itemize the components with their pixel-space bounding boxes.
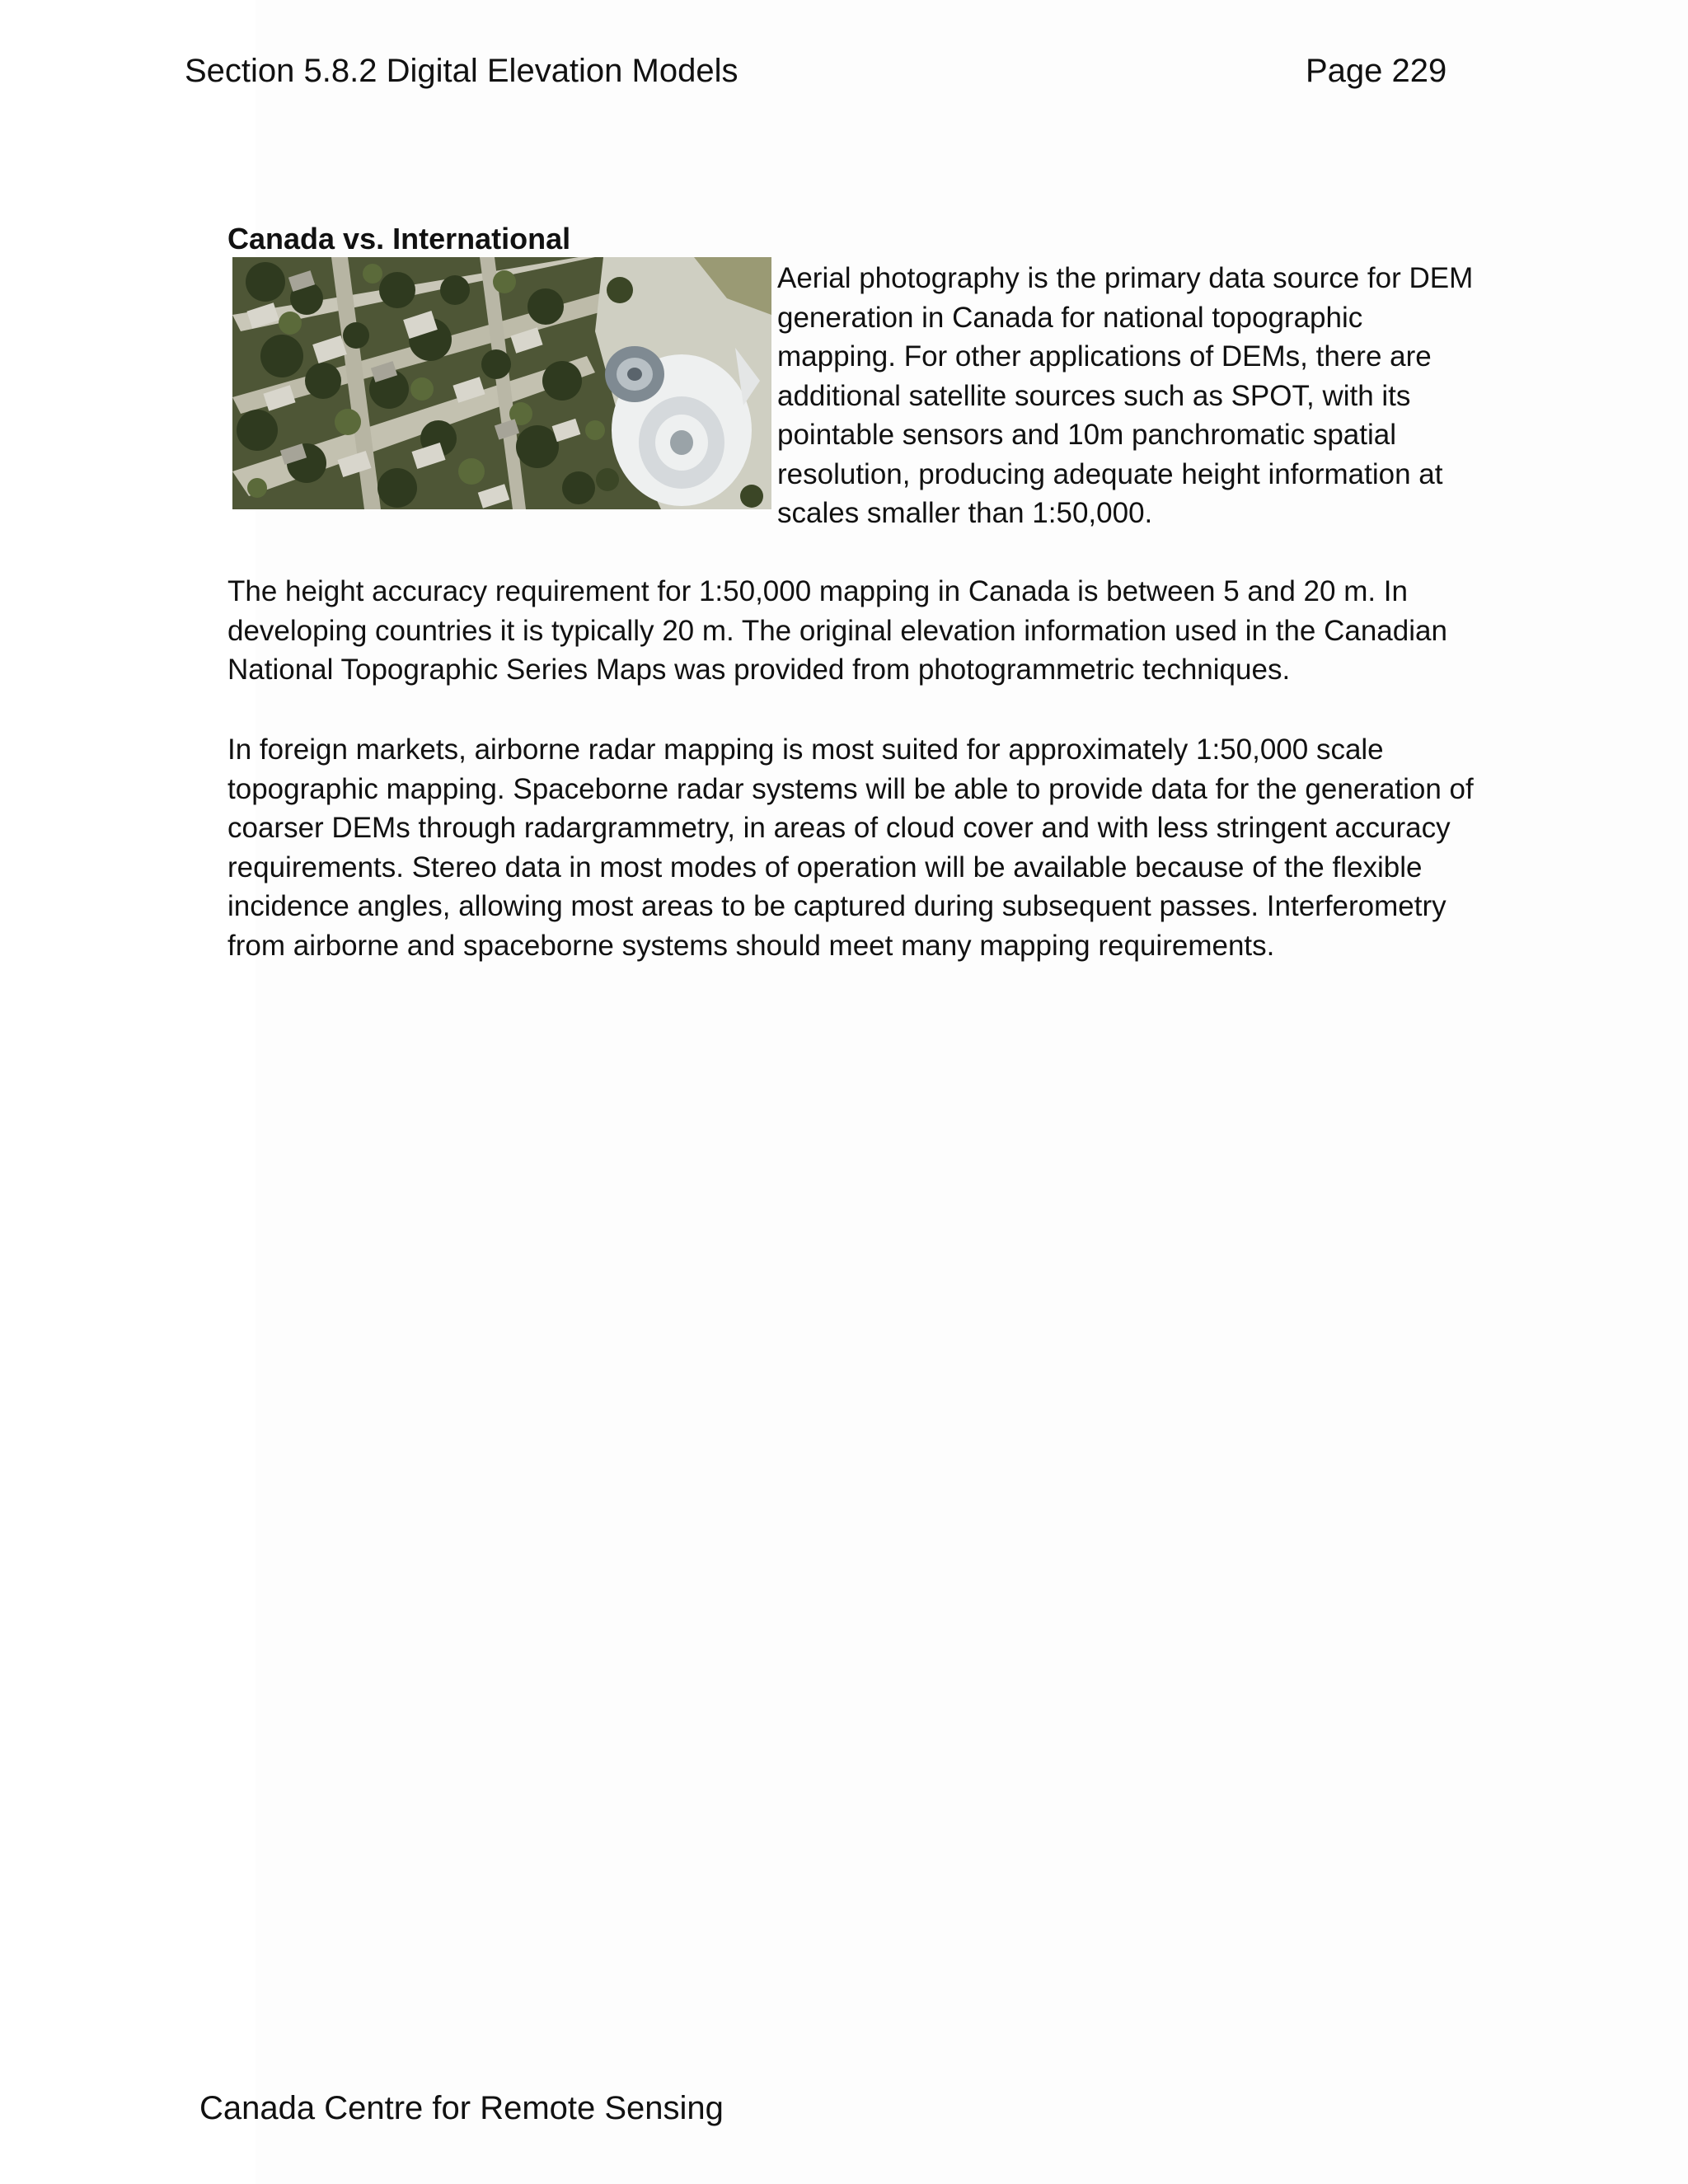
intro-paragraph: Aerial photography is the primary data source for DEM generation in Canada for national topographic mapping. For other applications of DEMs, there are additional satellite sources such as SPOT, with its pointable sensors and 10m panchromatic spatial resolution, producing adequate height information at scales smaller than 1:50,000.: [777, 262, 1474, 529]
page-footer: Canada Centre for Remote Sensing: [199, 2090, 724, 2126]
aerial-photo-graphic: [232, 257, 771, 509]
page-number: Page 229: [1306, 53, 1447, 89]
accuracy-paragraph: The height accuracy requirement for 1:50,000 mapping in Canada is between 5 and 20 m. In developing countries it is typically 20 m. The original elevation information used in the Canadian National Topographic Series Maps was provided from photogrammetric techniques.: [227, 575, 1447, 686]
aerial-photo: [232, 257, 771, 509]
foreign-markets-paragraph: In foreign markets, airborne radar mapping is most suited for approximately 1:50,000 scale topographic mapping. Spaceborne radar systems will be able to provide data for the generation of coarser DEMs through radargrammetry, in areas of cloud cover and with less stringent accuracy requirements. Stereo data in most modes of operation will be available because of the flexible incidence angles, allowing most areas to be captured during subsequent passes. Interferometry from airborne and spaceborne systems should meet many mapping requirements.: [227, 733, 1474, 962]
running-header-section: Section 5.8.2 Digital Elevation Models: [185, 53, 738, 89]
section-heading: Canada vs. International: [227, 222, 571, 255]
